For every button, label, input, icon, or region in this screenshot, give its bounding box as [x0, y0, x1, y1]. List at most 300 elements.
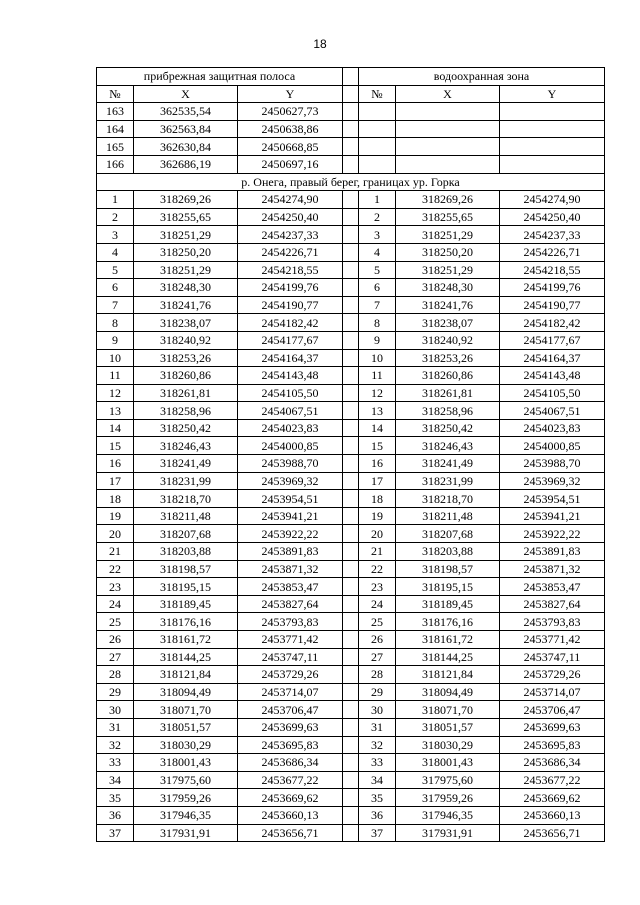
right-col-y-header: Y: [500, 85, 605, 103]
point-number: 28: [359, 666, 396, 684]
column-gap: [343, 314, 359, 332]
left-zone-title: прибрежная защитная полоса: [97, 68, 343, 86]
point-x: 318251,29: [396, 226, 500, 244]
point-x: 318261,81: [396, 384, 500, 402]
point-x: 318240,92: [134, 331, 238, 349]
point-x: 318241,76: [134, 296, 238, 314]
column-gap: [343, 402, 359, 420]
column-gap: [343, 666, 359, 684]
column-gap: [343, 455, 359, 473]
point-y: 2453714,07: [238, 683, 343, 701]
point-x: 318255,65: [396, 208, 500, 226]
point-x: 317975,60: [134, 771, 238, 789]
point-x: 318218,70: [134, 490, 238, 508]
column-gap: [343, 560, 359, 578]
column-gap: [343, 68, 359, 86]
empty-cell: [500, 138, 605, 156]
column-gap: [343, 525, 359, 543]
empty-cell: [396, 120, 500, 138]
table-row: [97, 367, 605, 385]
point-x: 318248,30: [134, 279, 238, 297]
point-number: 21: [97, 543, 134, 561]
empty-cell: [396, 138, 500, 156]
point-number: 7: [359, 296, 396, 314]
point-y: 2453747,11: [238, 648, 343, 666]
point-number: 10: [97, 349, 134, 367]
point-number: 24: [97, 595, 134, 613]
point-x: 318203,88: [396, 543, 500, 561]
point-x: 362535,54: [134, 103, 238, 121]
point-y: 2453954,51: [500, 490, 605, 508]
point-number: 1: [97, 191, 134, 209]
table-row: [97, 419, 605, 437]
point-x: 318030,29: [396, 736, 500, 754]
point-x: 318269,26: [396, 191, 500, 209]
table-row: [97, 631, 605, 649]
point-y: 2454023,83: [500, 419, 605, 437]
point-y: 2453871,32: [500, 560, 605, 578]
point-y: 2454250,40: [500, 208, 605, 226]
coordinates-table-body: [97, 68, 605, 842]
column-gap: [343, 103, 359, 121]
point-number: 32: [97, 736, 134, 754]
point-x: 318218,70: [396, 490, 500, 508]
point-y: 2454218,55: [500, 261, 605, 279]
table-row: [97, 402, 605, 420]
point-number: 2: [97, 208, 134, 226]
column-gap: [343, 578, 359, 596]
table-row: [97, 243, 605, 261]
point-x: 318030,29: [134, 736, 238, 754]
point-number: 25: [97, 613, 134, 631]
point-y: 2454164,37: [500, 349, 605, 367]
point-number: 33: [359, 754, 396, 772]
point-x: 318144,25: [134, 648, 238, 666]
point-x: 318251,29: [134, 261, 238, 279]
point-x: 362630,84: [134, 138, 238, 156]
table-row: [97, 384, 605, 402]
point-x: 318051,57: [134, 718, 238, 736]
empty-cell: [359, 155, 396, 173]
point-x: 318238,07: [396, 314, 500, 332]
table-row: [97, 261, 605, 279]
point-y: 2454190,77: [500, 296, 605, 314]
column-gap: [343, 736, 359, 754]
right-zone-title: водоохранная зона: [359, 68, 605, 86]
point-number: 36: [359, 806, 396, 824]
point-x: 318258,96: [396, 402, 500, 420]
table-row: [97, 736, 605, 754]
point-number: 27: [97, 648, 134, 666]
point-x: 318144,25: [396, 648, 500, 666]
point-y: 2453660,13: [500, 806, 605, 824]
point-x: 318246,43: [134, 437, 238, 455]
point-y: 2453669,62: [238, 789, 343, 807]
point-number: 29: [359, 683, 396, 701]
table-row: [97, 349, 605, 367]
point-x: 318207,68: [396, 525, 500, 543]
column-gap: [343, 789, 359, 807]
point-x: 318260,86: [134, 367, 238, 385]
point-x: 318071,70: [396, 701, 500, 719]
point-x: 318246,43: [396, 437, 500, 455]
point-number: 28: [97, 666, 134, 684]
point-x: 318231,99: [134, 472, 238, 490]
column-gap: [343, 349, 359, 367]
table-row: [97, 331, 605, 349]
point-y: 2453853,47: [238, 578, 343, 596]
column-gap: [343, 208, 359, 226]
point-y: 2453669,62: [500, 789, 605, 807]
point-x: 318121,84: [134, 666, 238, 684]
point-x: 317975,60: [396, 771, 500, 789]
point-number: 19: [359, 507, 396, 525]
table-row: [97, 455, 605, 473]
table-row: [97, 120, 605, 138]
point-x: 318198,57: [396, 560, 500, 578]
point-x: 318251,29: [396, 261, 500, 279]
point-y: 2453686,34: [500, 754, 605, 772]
point-number: 35: [359, 789, 396, 807]
point-number: 6: [359, 279, 396, 297]
left-col-num-header: №: [97, 85, 134, 103]
point-number: 37: [359, 824, 396, 842]
point-number: 17: [97, 472, 134, 490]
column-gap: [343, 490, 359, 508]
point-y: 2454105,50: [238, 384, 343, 402]
point-number: 13: [97, 402, 134, 420]
point-x: 317959,26: [134, 789, 238, 807]
column-gap: [343, 507, 359, 525]
point-number: 7: [97, 296, 134, 314]
point-y: 2454143,48: [500, 367, 605, 385]
point-x: 318248,30: [396, 279, 500, 297]
point-number: 30: [97, 701, 134, 719]
column-gap: [343, 613, 359, 631]
point-number: 10: [359, 349, 396, 367]
header-columns-row: [97, 85, 605, 103]
point-number: 24: [359, 595, 396, 613]
point-number: 11: [359, 367, 396, 385]
point-y: 2453729,26: [500, 666, 605, 684]
point-number: 11: [97, 367, 134, 385]
point-number: 36: [97, 806, 134, 824]
point-x: 318250,20: [134, 243, 238, 261]
table-row: [97, 701, 605, 719]
point-y: 2453771,42: [500, 631, 605, 649]
point-y: 2454274,90: [500, 191, 605, 209]
point-number: 14: [359, 419, 396, 437]
point-y: 2453656,71: [238, 824, 343, 842]
point-number: 18: [359, 490, 396, 508]
point-y: 2454226,71: [500, 243, 605, 261]
point-number: 3: [97, 226, 134, 244]
point-number: 163: [97, 103, 134, 121]
column-gap: [343, 701, 359, 719]
section-title-row: [97, 173, 605, 191]
point-number: 37: [97, 824, 134, 842]
point-x: 318241,49: [134, 455, 238, 473]
point-x: 317931,91: [134, 824, 238, 842]
column-gap: [343, 595, 359, 613]
point-x: 318253,26: [396, 349, 500, 367]
table-row: [97, 806, 605, 824]
point-y: 2453969,32: [238, 472, 343, 490]
point-y: 2454023,83: [238, 419, 343, 437]
point-number: 31: [359, 718, 396, 736]
point-number: 29: [97, 683, 134, 701]
column-gap: [343, 631, 359, 649]
column-gap: [343, 824, 359, 842]
table-row: [97, 578, 605, 596]
point-number: 165: [97, 138, 134, 156]
point-x: 317959,26: [396, 789, 500, 807]
point-x: 318250,42: [134, 419, 238, 437]
point-number: 9: [359, 331, 396, 349]
point-x: 317946,35: [134, 806, 238, 824]
column-gap: [343, 771, 359, 789]
point-number: 26: [359, 631, 396, 649]
point-x: 318176,16: [134, 613, 238, 631]
point-y: 2453695,83: [238, 736, 343, 754]
point-y: 2454218,55: [238, 261, 343, 279]
point-y: 2453706,47: [238, 701, 343, 719]
empty-cell: [359, 103, 396, 121]
table-row: [97, 226, 605, 244]
point-x: 318189,45: [396, 595, 500, 613]
empty-cell: [500, 155, 605, 173]
point-number: 12: [97, 384, 134, 402]
table-row: [97, 155, 605, 173]
table-row: [97, 437, 605, 455]
table-row: [97, 771, 605, 789]
point-x: 318195,15: [134, 578, 238, 596]
empty-cell: [396, 103, 500, 121]
point-x: 362563,84: [134, 120, 238, 138]
column-gap: [343, 120, 359, 138]
right-col-num-header: №: [359, 85, 396, 103]
column-gap: [343, 683, 359, 701]
point-y: 2453891,83: [500, 543, 605, 561]
point-x: 318269,26: [134, 191, 238, 209]
column-gap: [343, 718, 359, 736]
column-gap: [343, 648, 359, 666]
column-gap: [343, 754, 359, 772]
empty-cell: [359, 138, 396, 156]
point-number: 31: [97, 718, 134, 736]
point-y: 2454177,67: [500, 331, 605, 349]
point-y: 2454190,77: [238, 296, 343, 314]
table-row: [97, 543, 605, 561]
point-number: 15: [359, 437, 396, 455]
column-gap: [343, 437, 359, 455]
point-y: 2453686,34: [238, 754, 343, 772]
column-gap: [343, 85, 359, 103]
table-row: [97, 648, 605, 666]
point-number: 34: [97, 771, 134, 789]
point-y: 2453891,83: [238, 543, 343, 561]
point-number: 8: [359, 314, 396, 332]
point-y: 2454182,42: [238, 314, 343, 332]
point-y: 2453677,22: [238, 771, 343, 789]
point-number: 18: [97, 490, 134, 508]
column-gap: [343, 806, 359, 824]
table-row: [97, 683, 605, 701]
point-y: 2454182,42: [500, 314, 605, 332]
point-number: 33: [97, 754, 134, 772]
point-y: 2450638,86: [238, 120, 343, 138]
point-x: 362686,19: [134, 155, 238, 173]
table-row: [97, 666, 605, 684]
point-x: 318001,43: [396, 754, 500, 772]
table-row: [97, 138, 605, 156]
point-y: 2454237,33: [238, 226, 343, 244]
point-number: 5: [97, 261, 134, 279]
point-x: 318051,57: [396, 718, 500, 736]
table-row: [97, 560, 605, 578]
point-y: 2454067,51: [238, 402, 343, 420]
column-gap: [343, 155, 359, 173]
point-x: 317946,35: [396, 806, 500, 824]
column-gap: [343, 543, 359, 561]
table-row: [97, 507, 605, 525]
point-y: 2453747,11: [500, 648, 605, 666]
point-y: 2453706,47: [500, 701, 605, 719]
table-row: [97, 296, 605, 314]
point-y: 2453871,32: [238, 560, 343, 578]
point-number: 23: [359, 578, 396, 596]
table-row: [97, 525, 605, 543]
point-number: 5: [359, 261, 396, 279]
point-number: 6: [97, 279, 134, 297]
empty-cell: [500, 120, 605, 138]
point-y: 2454199,76: [238, 279, 343, 297]
point-y: 2454226,71: [238, 243, 343, 261]
point-x: 318250,42: [396, 419, 500, 437]
point-y: 2450627,73: [238, 103, 343, 121]
empty-cell: [500, 103, 605, 121]
page-number: 18: [313, 37, 327, 51]
point-number: 14: [97, 419, 134, 437]
column-gap: [343, 472, 359, 490]
point-number: 25: [359, 613, 396, 631]
point-x: 318241,49: [396, 455, 500, 473]
point-x: 318241,76: [396, 296, 500, 314]
column-gap: [343, 367, 359, 385]
point-y: 2454199,76: [500, 279, 605, 297]
point-number: 16: [359, 455, 396, 473]
table-row: [97, 595, 605, 613]
point-y: 2453941,21: [500, 507, 605, 525]
table-row: [97, 789, 605, 807]
point-y: 2453988,70: [500, 455, 605, 473]
point-y: 2454143,48: [238, 367, 343, 385]
column-gap: [343, 261, 359, 279]
point-x: 318094,49: [134, 683, 238, 701]
point-number: 12: [359, 384, 396, 402]
point-y: 2453793,83: [500, 613, 605, 631]
point-number: 164: [97, 120, 134, 138]
column-gap: [343, 226, 359, 244]
point-x: 318238,07: [134, 314, 238, 332]
point-x: 318198,57: [134, 560, 238, 578]
point-x: 318161,72: [134, 631, 238, 649]
point-number: 1: [359, 191, 396, 209]
table-row: [97, 490, 605, 508]
point-x: 318211,48: [134, 507, 238, 525]
point-y: 2453699,63: [500, 718, 605, 736]
point-number: 27: [359, 648, 396, 666]
point-y: 2453695,83: [500, 736, 605, 754]
point-number: 13: [359, 402, 396, 420]
point-y: 2454177,67: [238, 331, 343, 349]
point-x: 318176,16: [396, 613, 500, 631]
point-y: 2453922,22: [500, 525, 605, 543]
point-number: 34: [359, 771, 396, 789]
point-x: 318195,15: [396, 578, 500, 596]
left-col-x-header: X: [134, 85, 238, 103]
point-x: 318001,43: [134, 754, 238, 772]
point-number: 4: [359, 243, 396, 261]
point-number: 20: [359, 525, 396, 543]
point-y: 2454000,85: [238, 437, 343, 455]
column-gap: [343, 384, 359, 402]
point-x: 317931,91: [396, 824, 500, 842]
point-x: 318121,84: [396, 666, 500, 684]
column-gap: [343, 138, 359, 156]
point-y: 2453714,07: [500, 683, 605, 701]
point-y: 2453827,64: [238, 595, 343, 613]
point-x: 318207,68: [134, 525, 238, 543]
coordinates-table: [96, 67, 605, 842]
table-row: [97, 103, 605, 121]
point-y: 2454164,37: [238, 349, 343, 367]
column-gap: [343, 243, 359, 261]
empty-cell: [359, 120, 396, 138]
point-y: 2453922,22: [238, 525, 343, 543]
point-y: 2453699,63: [238, 718, 343, 736]
header-title-row: [97, 68, 605, 86]
point-y: 2454067,51: [500, 402, 605, 420]
point-y: 2453793,83: [238, 613, 343, 631]
point-number: 2: [359, 208, 396, 226]
point-number: 4: [97, 243, 134, 261]
table-row: [97, 191, 605, 209]
point-x: 318211,48: [396, 507, 500, 525]
point-y: 2453660,13: [238, 806, 343, 824]
point-y: 2450668,85: [238, 138, 343, 156]
point-x: 318094,49: [396, 683, 500, 701]
point-y: 2450697,16: [238, 155, 343, 173]
right-col-x-header: X: [396, 85, 500, 103]
point-number: 30: [359, 701, 396, 719]
point-y: 2454237,33: [500, 226, 605, 244]
column-gap: [343, 296, 359, 314]
table-row: [97, 314, 605, 332]
point-x: 318071,70: [134, 701, 238, 719]
point-y: 2454250,40: [238, 208, 343, 226]
point-y: 2453677,22: [500, 771, 605, 789]
point-x: 318240,92: [396, 331, 500, 349]
table-row: [97, 279, 605, 297]
table-row: [97, 208, 605, 226]
point-x: 318260,86: [396, 367, 500, 385]
point-y: 2453771,42: [238, 631, 343, 649]
point-x: 318203,88: [134, 543, 238, 561]
point-number: 3: [359, 226, 396, 244]
empty-cell: [396, 155, 500, 173]
point-x: 318258,96: [134, 402, 238, 420]
